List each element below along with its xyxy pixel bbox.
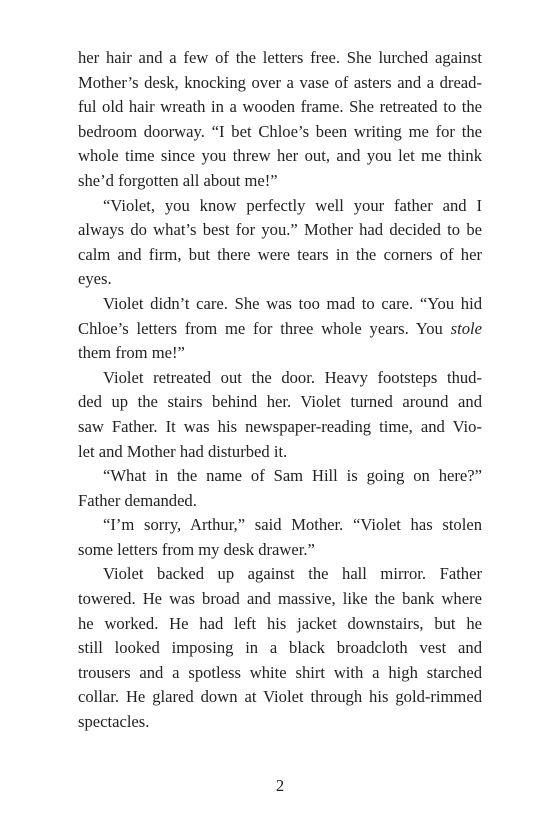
text-line: he worked. He had left his jacket downstairs, but he <box>78 613 482 633</box>
page-body <box>78 46 482 735</box>
text-line: she’d forgotten all about me!” <box>78 170 278 190</box>
text-line: Mother’s desk, knocking over a vase of asters and a dread- <box>78 72 482 92</box>
text-line: ful old hair wreath in a wooden frame. She retreated to the <box>78 97 482 117</box>
text-line: Violet backed up against the hall mirror. Father <box>103 564 482 584</box>
text-line: always do what’s best for you.” Mother had decided to be <box>78 220 482 240</box>
text-line: let and Mother had disturbed it. <box>78 441 288 461</box>
text-line: her hair and a few of the letters free. She lurched against <box>78 48 482 67</box>
text-line: Violet retreated out the door. Heavy footsteps thud- <box>103 367 482 387</box>
text-line: towered. He was broad and massive, like the bank where <box>78 589 482 609</box>
text-line: some letters from my desk drawer.” <box>78 539 315 559</box>
text-line: calm and firm, but there were tears in the corners of her <box>78 244 482 264</box>
text-line: whole time since you threw her out, and you let me think <box>78 146 482 166</box>
text-line: “I’m sorry, Arthur,” said Mother. “Violet has stolen <box>103 515 482 535</box>
text-line: them from me!” <box>78 343 185 363</box>
text-line: ded up the stairs behind her. Violet turned around and <box>78 392 482 412</box>
text-line: spectacles. <box>78 712 150 732</box>
text-line: Chloe’s letters from me for three whole years. You stole <box>78 318 482 338</box>
text-line: collar. He glared down at Violet through his gold-rimmed <box>78 687 482 707</box>
text-line: Father demanded. <box>78 490 197 510</box>
text-line: bedroom doorway. “I bet Chloe’s been writing me for the <box>78 121 482 141</box>
page-number: 2 <box>275 776 285 795</box>
text-line: trousers and a spotless white shirt with a high starched <box>78 662 482 682</box>
text-line: “Violet, you know perfectly well your father and I <box>103 195 482 215</box>
text-line: eyes. <box>78 269 112 289</box>
text-line: Violet didn’t care. She was too mad to care. “You hid <box>103 293 482 313</box>
text-line: saw Father. It was his newspaper-reading time, and Vio- <box>78 416 482 436</box>
text-line: still looked imposing in a black broadcloth vest and <box>78 638 482 658</box>
text-line: “What in the name of Sam Hill is going on here?” <box>103 466 482 486</box>
